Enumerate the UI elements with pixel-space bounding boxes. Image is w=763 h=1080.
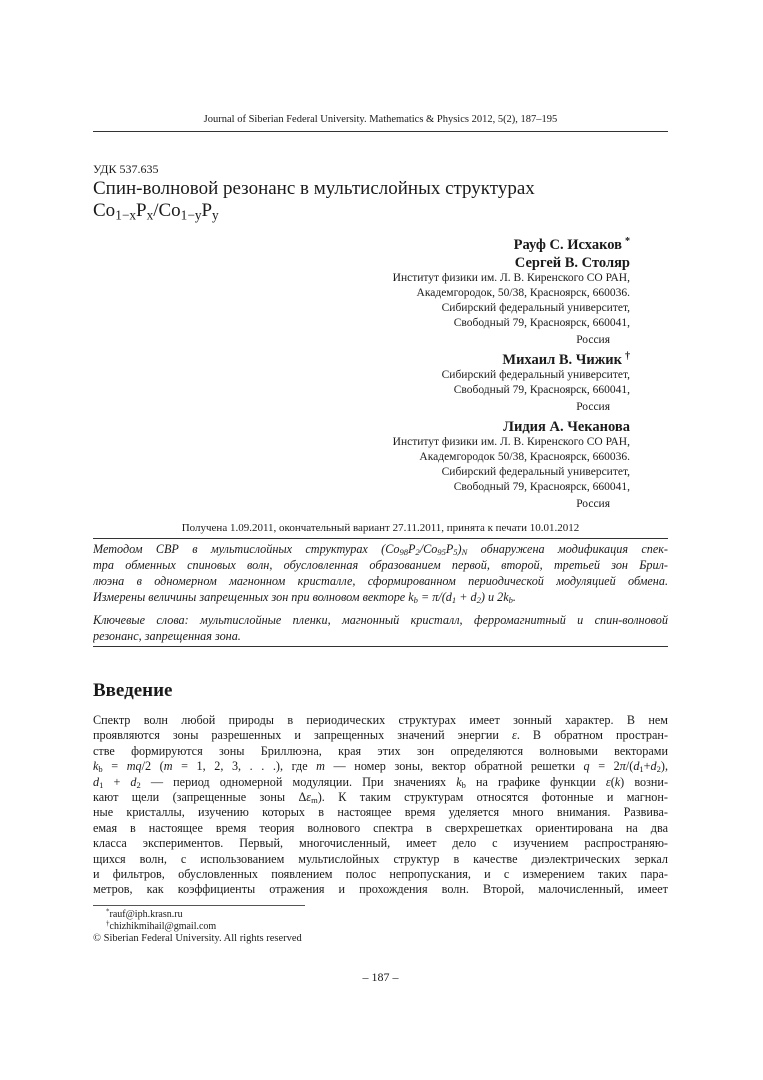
author-name: Сергей В. Столяр (514, 255, 630, 271)
text-run: емая в настоящее время теория волнового спектра в сверхрешетках ориентирована на два (93, 820, 668, 835)
author-country: Россия (576, 498, 610, 510)
page-number: – 187 – (362, 970, 399, 984)
math-subscript: 5 (453, 547, 458, 557)
math-subscript: x (146, 207, 154, 223)
author-affiliation: Институт физики им. Л. В. Киренского СО РАН, (392, 272, 630, 284)
math-subscript: 95 (437, 547, 446, 557)
abstract-top-rule (93, 538, 668, 539)
text-run: метров, как коэффициенты отражения и прохождения волн. Второй, малочисленный, имеет (93, 882, 668, 897)
footnote-mark: † (624, 350, 630, 362)
author-affiliation: Академгородок 50/38, Красноярск, 660036. (419, 451, 630, 463)
keywords-line: Ключевые слова: мультислойные пленки, магнонный кристалл, ферромагнитный и спин-волновой (93, 613, 668, 627)
copyright-icon: © (93, 933, 101, 944)
math-subscript: 1 (639, 764, 644, 775)
text-run: Спектр волн любой природы в периодических структурах имеет зонный характер. В нем (93, 713, 668, 727)
author-country: Россия (576, 401, 610, 413)
author-affiliation: Академгородок, 50/38, Красноярск, 660036. (416, 287, 630, 299)
math-symbol: m (316, 759, 325, 774)
keywords-line: резонанс, запрещенная зона. (93, 629, 241, 643)
text-run: P (135, 200, 147, 221)
math-symbol: d (633, 759, 640, 774)
footnote-email[interactable]: chizhikmihail@gmail.com (109, 921, 217, 932)
text-run: P (407, 542, 416, 556)
footnote-mark: * (624, 235, 630, 247)
author-mark (625, 352, 630, 369)
text-run: /2 ( (141, 759, 164, 774)
paragraph-line (93, 712, 668, 728)
math-symbol: d (93, 774, 100, 789)
abstract-line (93, 589, 668, 605)
text-run: люэна в одномерном магнонном кристалле, сформированном периодической модуляцией обмена. (93, 574, 668, 588)
text-run: + (643, 759, 651, 774)
text-run: P (445, 542, 454, 556)
text-run: ( (610, 774, 615, 789)
math-subscript: 1−y (180, 207, 202, 223)
footnote-email[interactable]: rauf@iph.krasn.ru (109, 909, 183, 920)
text-run: стве формируются зоны Бриллюэна, края этих зон определяются волновыми векторами (93, 743, 668, 758)
math-subscript: 1 (99, 779, 104, 790)
text-run: ). К таким структурам относятся фотонные и магнон- (317, 790, 668, 804)
math-symbol: k (93, 759, 99, 774)
text-run: /Co (153, 200, 181, 221)
author-affiliation: Институт физики им. Л. В. Киренского СО РАН, (392, 436, 630, 448)
author-affiliation: Свободный 79, Красноярск, 660041, (453, 317, 630, 329)
math-symbol: k (456, 774, 462, 789)
text-run: + (103, 774, 131, 789)
text-run: и фильтров, обусловленных появлением полос непропускания, и с измерением таких пара- (93, 867, 668, 881)
text-run: = 2 (589, 759, 620, 774)
author-name: Рауф С. Исхаков (513, 237, 622, 253)
math-subscript: N (461, 547, 468, 557)
author-affiliation: Свободный 79, Красноярск, 660041, (453, 384, 630, 396)
text-run: кают щели (запрещенные зоны Δ (93, 790, 307, 804)
math-subscript: y (212, 207, 219, 223)
abstract-line (93, 573, 668, 589)
text-run: = π/(d (417, 590, 452, 604)
paragraph-line (93, 758, 668, 774)
math-symbol: ε (512, 728, 517, 743)
paragraph-line (93, 851, 668, 867)
text-run: ) и 2k (480, 590, 509, 604)
text-run: — период одномерной модуляции. При значениях (140, 774, 457, 789)
text-run: P (201, 200, 213, 221)
math-subscript: 2 (656, 764, 661, 775)
text-run: /Co (419, 542, 438, 556)
text-run: ), (660, 759, 668, 774)
paper-title-line1: Спин-волновой резонанс в мультислойных структурах (93, 178, 535, 199)
abstract-line (93, 541, 668, 557)
math-subscript: 98 (399, 547, 408, 557)
footnote-mark: † (106, 919, 110, 928)
text-run: на графике функции (465, 774, 606, 789)
math-subscript: 1−x (115, 207, 136, 223)
text-run: ) возни- (620, 774, 668, 789)
text-run: Co (93, 200, 116, 221)
math-symbol: q (583, 759, 590, 774)
author-country: Россия (576, 334, 610, 346)
section-heading: Введение (93, 680, 173, 701)
math-subscript: 2 (476, 595, 481, 605)
text-run: ) (457, 542, 462, 556)
paragraph-line (93, 881, 668, 897)
paragraph-line (93, 743, 668, 759)
paragraph-line (93, 804, 668, 820)
text-run: класса экспериментов. Первый, многочисленный, имеет дело с изучением распространяю- (93, 836, 668, 851)
math-symbol: ε (605, 774, 611, 789)
math-subscript: b (98, 764, 103, 775)
text-run: обнаружена модификация спек- (467, 542, 668, 556)
paragraph-line (93, 774, 668, 790)
math-subscript: b (508, 595, 513, 605)
math-symbol: d (650, 759, 657, 774)
math-symbol: mq (126, 759, 142, 774)
text-run: Измерены величины запрещенных зон при волновом векторе k (93, 590, 414, 604)
text-run: ные кристаллы, изучению которых в настоящее время уделяется много внимания. Развива- (93, 805, 668, 820)
math-symbol: k (614, 774, 621, 789)
math-subscript: b (413, 595, 418, 605)
footnote-1 (106, 909, 183, 920)
text-run: тра обменных спиновых волн, обусловленная образованием первой, второй, третьей зон Брил- (93, 558, 668, 572)
header-rule (93, 131, 668, 132)
text-run: . (512, 590, 516, 604)
math-symbol: ε (306, 790, 312, 804)
paper-title-line2 (93, 200, 219, 222)
text-run: проявляются зоны разрешенных и запрещенных значений энергии (93, 728, 512, 743)
text-run: Методом СВР в мультислойных структурах (Co (93, 542, 400, 556)
paragraph-line (93, 789, 668, 805)
text-run: — номер зоны, вектор обратной решетки (324, 759, 584, 774)
author-affiliation: Сибирский федеральный университет, (441, 302, 630, 314)
math-subscript: 2 (136, 779, 141, 790)
paragraph-line (93, 866, 668, 882)
copyright-notice (93, 933, 302, 944)
text-run: + d (456, 590, 477, 604)
author-affiliation: Свободный 79, Красноярск, 660041, (453, 481, 630, 493)
footnote-rule (93, 905, 305, 906)
author-name: Лидия А. Чеканова (503, 419, 630, 435)
math-subscript: b (461, 779, 466, 790)
text-run: щихся волн, с использованием мультислойных структур в качестве диэлектрических зеркал (93, 851, 668, 866)
text-run: . В обратном простран- (516, 728, 668, 743)
author-name: Михаил В. Чижик (502, 352, 622, 368)
text-run: = 1, 2, 3, . . .), где (172, 759, 317, 774)
math-symbol: d (130, 774, 137, 789)
author-mark (625, 237, 630, 254)
math-subscript: 2 (415, 547, 420, 557)
abstract-line (93, 557, 668, 573)
paragraph-line (93, 727, 668, 743)
author-affiliation: Сибирский федеральный университет, (441, 369, 630, 381)
math-subscript: m (311, 795, 318, 805)
received-dates: Получена 1.09.2011, окончательный вариант 27.11.2011, принята к печати 10.01.2012 (181, 522, 580, 534)
copyright-text: Siberian Federal University. All rights reserved (103, 933, 302, 944)
math-symbol: π (619, 759, 626, 774)
footnote-mark: * (106, 907, 110, 916)
text-run: /( (625, 759, 634, 774)
paragraph-line (93, 820, 668, 836)
author-affiliation: Сибирский федеральный университет, (441, 466, 630, 478)
paragraph-line (93, 835, 668, 851)
footnote-2 (106, 921, 216, 932)
udk-code: УДК 537.635 (93, 162, 159, 176)
math-symbol: m (163, 759, 173, 774)
math-subscript: 1 (451, 595, 457, 605)
journal-header: Journal of Siberian Federal University. Mathematics & Physics 2012, 5(2), 187–195 (203, 114, 558, 125)
abstract-bottom-rule (93, 646, 668, 647)
text-run: = (102, 759, 127, 774)
